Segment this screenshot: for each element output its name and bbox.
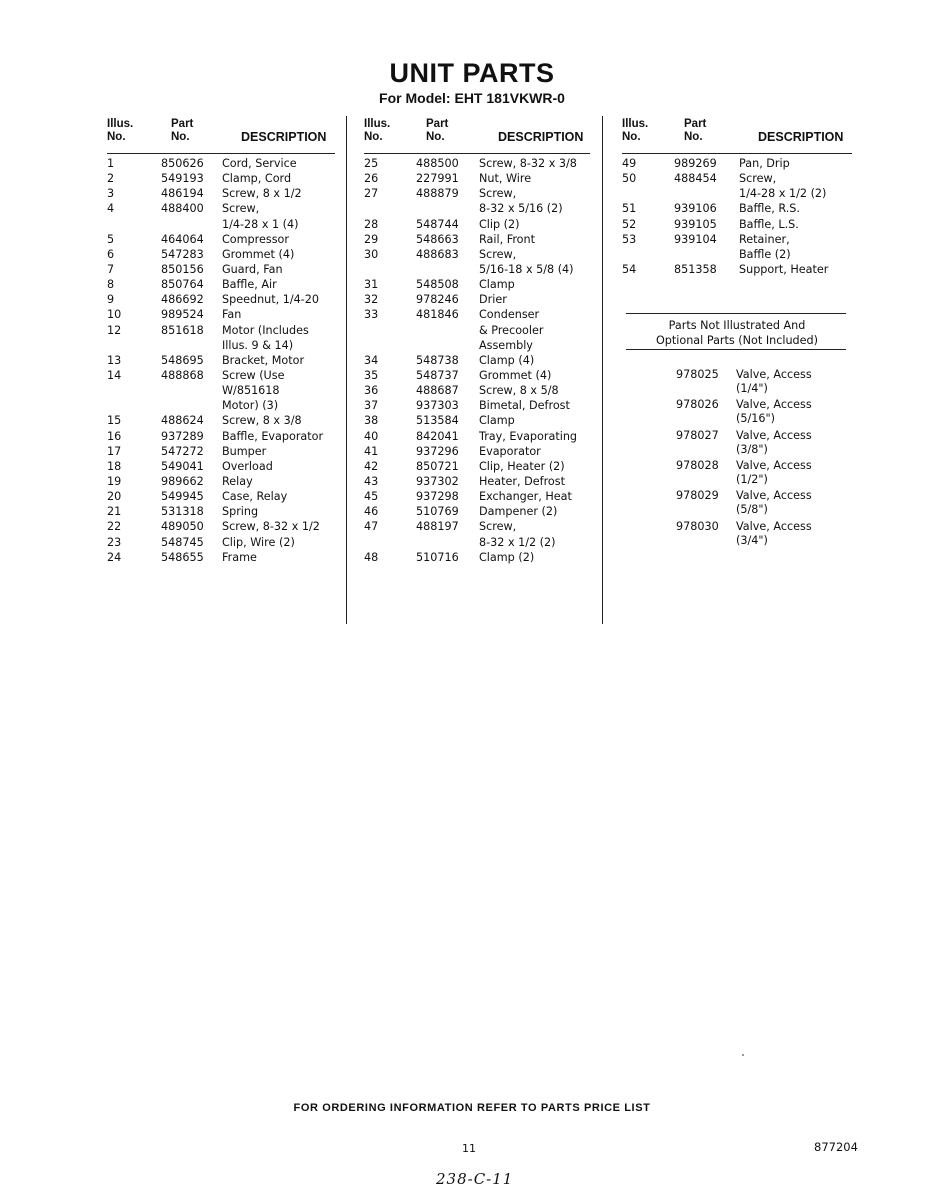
illus-number: 30	[364, 247, 379, 261]
ordering-info-footer: FOR ORDERING INFORMATION REFER TO PARTS PRICE LIST	[293, 1102, 651, 1114]
optional-part-size: (1/2")	[736, 472, 768, 486]
illus-number: 26	[364, 172, 379, 186]
parts-row	[364, 156, 590, 171]
part-description: Baffle, Evaporator	[222, 429, 324, 443]
part-number: 510716	[416, 550, 459, 564]
illus-number: 24	[107, 550, 122, 564]
part-description: Bimetal, Defrost	[479, 399, 570, 413]
part-description: Speednut, 1/4-20	[222, 293, 320, 307]
parts-list	[364, 156, 590, 565]
part-number: 549945	[161, 490, 204, 504]
parts-row	[622, 247, 852, 262]
parts-row	[364, 201, 590, 216]
part-description: Bumper	[222, 444, 267, 458]
part-number: 937296	[416, 444, 459, 458]
part-description: W/851618	[222, 384, 280, 398]
illus-number: 38	[364, 414, 379, 428]
parts-row	[622, 186, 852, 201]
description-header: DESCRIPTION	[758, 130, 844, 144]
part-number: 531318	[161, 505, 204, 519]
part-number: 937302	[416, 474, 459, 488]
optional-part-number: 978025	[676, 368, 719, 381]
illus-number: 28	[364, 217, 379, 231]
part-number: 486692	[161, 293, 204, 307]
document-number: 877204	[814, 1140, 858, 1154]
part-number: 937289	[161, 429, 204, 443]
parts-row	[107, 247, 335, 262]
illus-number: 31	[364, 278, 379, 292]
part-number: 481846	[416, 308, 459, 322]
part-number: 547272	[161, 444, 204, 458]
part-no-header: No.	[684, 131, 703, 143]
parts-row	[364, 368, 590, 383]
part-description: 8-32 x 5/16 (2)	[479, 202, 563, 216]
parts-row	[364, 217, 590, 232]
part-description: Fan	[222, 308, 242, 322]
part-header: Part	[684, 118, 707, 130]
parts-row	[107, 353, 335, 368]
parts-row	[107, 519, 335, 534]
part-description: Frame	[222, 550, 257, 564]
column-header	[622, 116, 852, 156]
illus-number: 35	[364, 368, 379, 382]
part-number: 488683	[416, 247, 459, 261]
illus-number: 17	[107, 444, 122, 458]
part-number: 547283	[161, 247, 204, 261]
optional-part-number: 978027	[676, 428, 719, 442]
part-description: Relay	[222, 474, 253, 488]
parts-row	[107, 444, 335, 459]
part-description: Retainer,	[739, 232, 790, 246]
illus-number: 29	[364, 232, 379, 246]
parts-row	[364, 171, 590, 186]
part-description: 1/4-28 x 1/2 (2)	[739, 187, 827, 201]
part-number: 548745	[161, 535, 204, 549]
part-description: Tray, Evaporating	[479, 429, 578, 443]
parts-row	[107, 156, 335, 171]
part-number: 548695	[161, 353, 204, 367]
part-description: Grommet (4)	[479, 368, 552, 382]
optional-part-item	[622, 520, 852, 550]
illus-number: 22	[107, 520, 122, 534]
parts-row	[107, 383, 335, 398]
part-number: 464064	[161, 232, 204, 246]
part-number: 489050	[161, 520, 204, 534]
optional-part-size: (1/4")	[736, 382, 768, 395]
part-description: Grommet (4)	[222, 247, 295, 261]
column-header	[107, 116, 335, 156]
part-description: Screw (Use	[222, 368, 285, 382]
part-description: Heater, Defrost	[479, 474, 565, 488]
section-rule	[626, 349, 846, 350]
parts-row	[622, 171, 852, 186]
parts-column-2	[364, 116, 590, 565]
part-description: Clamp	[479, 414, 515, 428]
parts-row	[107, 217, 335, 232]
part-number: 548508	[416, 278, 459, 292]
part-description: Clamp (2)	[479, 550, 535, 564]
illus-number: 52	[622, 217, 637, 231]
part-number: 850721	[416, 459, 459, 473]
part-number: 488624	[161, 414, 204, 428]
parts-row	[107, 292, 335, 307]
part-description: Screw, 8 x 5/8	[479, 384, 559, 398]
part-number: 488879	[416, 187, 459, 201]
parts-row	[622, 232, 852, 247]
part-number: 851618	[161, 323, 204, 337]
optional-part-item	[622, 398, 852, 428]
optional-part-number: 978028	[676, 458, 719, 472]
part-description: Baffle, L.S.	[739, 217, 799, 231]
illus-number: 7	[107, 262, 115, 276]
part-description: Overload	[222, 459, 273, 473]
parts-row	[107, 277, 335, 292]
illus-number: 21	[107, 505, 122, 519]
part-number: 549193	[161, 172, 204, 186]
part-description: Compressor	[222, 232, 289, 246]
illus-header: Illus.	[622, 118, 649, 130]
illus-number: 5	[107, 232, 115, 246]
part-number: 548744	[416, 217, 459, 231]
header-underline	[622, 153, 852, 154]
part-no-header: No.	[426, 131, 445, 143]
part-description: 1/4-28 x 1 (4)	[222, 217, 299, 231]
optional-part-item	[622, 489, 852, 519]
optional-part-item	[622, 429, 852, 459]
part-number: 488500	[416, 157, 459, 170]
part-description: Guard, Fan	[222, 262, 283, 276]
parts-row	[364, 474, 590, 489]
part-number: 939104	[674, 232, 717, 246]
illus-number: 13	[107, 353, 122, 367]
part-description: Spring	[222, 505, 259, 519]
part-description: Drier	[479, 293, 507, 307]
parts-row	[364, 232, 590, 247]
header-underline	[364, 153, 590, 154]
part-number: 227991	[416, 172, 459, 186]
parts-row	[107, 429, 335, 444]
part-description: Assembly	[479, 338, 533, 352]
parts-row	[107, 338, 335, 353]
part-description: Baffle, R.S.	[739, 202, 800, 216]
illus-number: 23	[107, 535, 122, 549]
column-divider	[602, 116, 603, 624]
illus-number: 8	[107, 278, 115, 292]
optional-part-item	[622, 459, 852, 489]
part-description: Illus. 9 & 14)	[222, 338, 294, 352]
parts-column-3	[622, 116, 852, 277]
part-number: 549041	[161, 459, 204, 473]
part-description: Motor) (3)	[222, 399, 279, 413]
part-description: Screw, 8-32 x 3/8	[479, 157, 577, 170]
part-number: 850626	[161, 157, 204, 170]
parts-row	[364, 383, 590, 398]
optional-part-description: Valve, Access	[736, 519, 812, 533]
part-description: Screw,	[479, 247, 517, 261]
part-number: 488687	[416, 384, 459, 398]
illus-number: 19	[107, 474, 122, 488]
not-illustrated-heading	[622, 318, 852, 348]
part-description: Condenser	[479, 308, 540, 322]
part-description: Motor (Includes	[222, 323, 309, 337]
page-number: 11	[462, 1142, 476, 1155]
illus-number: 15	[107, 414, 122, 428]
illus-number: 32	[364, 293, 379, 307]
illus-number: 48	[364, 550, 379, 564]
not-illustrated-heading-line1: Parts Not Illustrated And	[668, 319, 806, 332]
part-number: 937298	[416, 490, 459, 504]
illus-no-header: No.	[622, 131, 641, 143]
parts-row	[622, 217, 852, 232]
part-description: Clamp, Cord	[222, 172, 292, 186]
illus-number: 47	[364, 520, 379, 534]
parts-row	[107, 504, 335, 519]
part-number: 850764	[161, 278, 204, 292]
part-description: Pan, Drip	[739, 157, 790, 170]
parts-row	[364, 398, 590, 413]
optional-part-description: Valve, Access	[736, 368, 812, 381]
part-number: 851358	[674, 262, 717, 276]
optional-part-item	[622, 368, 852, 398]
parts-row	[364, 489, 590, 504]
part-number: 510769	[416, 505, 459, 519]
illus-no-header: No.	[364, 131, 383, 143]
part-description: Screw,	[739, 172, 777, 186]
part-number: 513584	[416, 414, 459, 428]
part-description: Clip (2)	[479, 217, 520, 231]
part-header: Part	[426, 118, 449, 130]
part-number: 488197	[416, 520, 459, 534]
description-header: DESCRIPTION	[498, 130, 584, 144]
part-number: 850156	[161, 262, 204, 276]
illus-number: 36	[364, 384, 379, 398]
section-rule	[626, 313, 846, 314]
illus-number: 6	[107, 247, 115, 261]
illus-number: 41	[364, 444, 379, 458]
part-description: Evaporator	[479, 444, 541, 458]
handwritten-note: 238-C-11	[436, 1170, 514, 1188]
part-number: 548737	[416, 368, 459, 382]
part-number: 486194	[161, 187, 204, 201]
part-description: Baffle (2)	[739, 247, 791, 261]
parts-row	[364, 338, 590, 353]
part-description: 5/16-18 x 5/8 (4)	[479, 262, 574, 276]
parts-row	[364, 504, 590, 519]
illus-number: 53	[622, 232, 637, 246]
parts-row	[364, 413, 590, 428]
optional-part-description: Valve, Access	[736, 489, 812, 503]
parts-row	[364, 307, 590, 322]
illus-number: 40	[364, 429, 379, 443]
parts-row	[364, 292, 590, 307]
scan-speck	[742, 1054, 744, 1056]
part-description: 8-32 x 1/2 (2)	[479, 535, 556, 549]
part-number: 989662	[161, 474, 204, 488]
illus-number: 33	[364, 308, 379, 322]
parts-row	[364, 277, 590, 292]
part-description: Support, Heater	[739, 262, 829, 276]
parts-row	[364, 459, 590, 474]
illus-number: 43	[364, 474, 379, 488]
parts-row	[107, 232, 335, 247]
part-number: 939105	[674, 217, 717, 231]
parts-row	[364, 262, 590, 277]
part-description: Case, Relay	[222, 490, 288, 504]
part-number: 939106	[674, 202, 717, 216]
part-description: Screw, 8-32 x 1/2	[222, 520, 320, 534]
parts-row	[107, 171, 335, 186]
illus-no-header: No.	[107, 131, 126, 143]
part-number: 548738	[416, 353, 459, 367]
illus-number: 37	[364, 399, 379, 413]
parts-row	[107, 398, 335, 413]
parts-list	[622, 156, 852, 277]
part-number: 989524	[161, 308, 204, 322]
illus-number: 4	[107, 202, 115, 216]
illus-number: 34	[364, 353, 379, 367]
parts-row	[622, 156, 852, 171]
part-description: Clamp (4)	[479, 353, 535, 367]
parts-row	[364, 323, 590, 338]
part-description: Clamp	[479, 278, 515, 292]
part-number: 937303	[416, 399, 459, 413]
part-description: Bracket, Motor	[222, 353, 305, 367]
part-number: 488868	[161, 368, 204, 382]
parts-column-1	[107, 116, 335, 565]
column-divider	[346, 116, 347, 624]
part-description: Screw,	[479, 520, 517, 534]
parts-row	[622, 201, 852, 216]
illus-number: 54	[622, 262, 637, 276]
part-description: Exchanger, Heat	[479, 490, 572, 504]
part-no-header: No.	[171, 131, 190, 143]
parts-row	[107, 368, 335, 383]
parts-row	[364, 186, 590, 201]
part-number: 548663	[416, 232, 459, 246]
parts-row	[107, 413, 335, 428]
parts-row	[364, 535, 590, 550]
parts-row	[364, 353, 590, 368]
column-header	[364, 116, 590, 156]
parts-row	[107, 323, 335, 338]
not-illustrated-heading-line2: Optional Parts (Not Included)	[655, 334, 819, 348]
illus-number: 10	[107, 308, 122, 322]
illus-number: 16	[107, 429, 122, 443]
part-description: Clip, Heater (2)	[479, 459, 565, 473]
illus-number: 42	[364, 459, 379, 473]
illus-number: 14	[107, 368, 122, 382]
optional-part-size: (5/16")	[736, 412, 775, 426]
illus-header: Illus.	[107, 118, 134, 130]
part-description: Screw,	[222, 202, 260, 216]
illus-number: 3	[107, 187, 115, 201]
part-description: Screw,	[479, 187, 517, 201]
part-description: Screw, 8 x 1/2	[222, 187, 302, 201]
illus-number: 12	[107, 323, 122, 337]
parts-row	[107, 307, 335, 322]
parts-row	[107, 459, 335, 474]
illus-number: 25	[364, 157, 379, 170]
part-description: Cord, Service	[222, 157, 297, 170]
part-description: Baffle, Air	[222, 278, 277, 292]
optional-part-size: (3/8")	[736, 442, 768, 456]
optional-part-size: (3/4")	[736, 533, 768, 547]
illus-number: 46	[364, 505, 379, 519]
illus-number: 51	[622, 202, 637, 216]
illus-number: 49	[622, 157, 637, 170]
illus-number: 1	[107, 157, 115, 170]
parts-row	[107, 550, 335, 565]
part-description: Rail, Front	[479, 232, 536, 246]
parts-row	[107, 474, 335, 489]
parts-row	[364, 519, 590, 534]
illus-number: 45	[364, 490, 379, 504]
parts-row	[364, 429, 590, 444]
illus-number: 50	[622, 172, 637, 186]
part-description: Screw, 8 x 3/8	[222, 414, 302, 428]
part-number: 488400	[161, 202, 204, 216]
optional-part-number: 978026	[676, 398, 719, 412]
illus-number: 2	[107, 172, 115, 186]
optional-part-description: Valve, Access	[736, 398, 812, 412]
parts-row	[364, 247, 590, 262]
illus-number: 27	[364, 187, 379, 201]
parts-row	[107, 535, 335, 550]
part-number: 978246	[416, 293, 459, 307]
parts-row	[364, 550, 590, 565]
part-header: Part	[171, 118, 194, 130]
part-number: 842041	[416, 429, 459, 443]
description-header: DESCRIPTION	[241, 130, 327, 144]
part-description: Clip, Wire (2)	[222, 535, 295, 549]
parts-row	[107, 201, 335, 216]
illus-header: Illus.	[364, 118, 391, 130]
optional-part-size: (5/8")	[736, 503, 768, 517]
part-description: Nut, Wire	[479, 172, 532, 186]
page-title: UNIT PARTS	[389, 58, 555, 88]
optional-part-number: 978029	[676, 489, 719, 503]
model-subtitle: For Model: EHT 181VKWR-0	[379, 90, 565, 106]
parts-list	[107, 156, 335, 565]
illus-number: 9	[107, 293, 115, 307]
illus-number: 18	[107, 459, 122, 473]
optional-part-description: Valve, Access	[736, 428, 812, 442]
parts-row	[364, 444, 590, 459]
illus-number: 20	[107, 490, 122, 504]
part-description: Dampener (2)	[479, 505, 558, 519]
part-description: & Precooler	[479, 323, 544, 337]
part-number: 989269	[674, 157, 717, 170]
part-number: 548655	[161, 550, 204, 564]
optional-part-number: 978030	[676, 519, 719, 533]
optional-part-description: Valve, Access	[736, 458, 812, 472]
parts-row	[622, 262, 852, 277]
part-number: 488454	[674, 172, 717, 186]
header-underline	[107, 153, 335, 154]
parts-row	[107, 186, 335, 201]
parts-row	[107, 262, 335, 277]
parts-row	[107, 489, 335, 504]
